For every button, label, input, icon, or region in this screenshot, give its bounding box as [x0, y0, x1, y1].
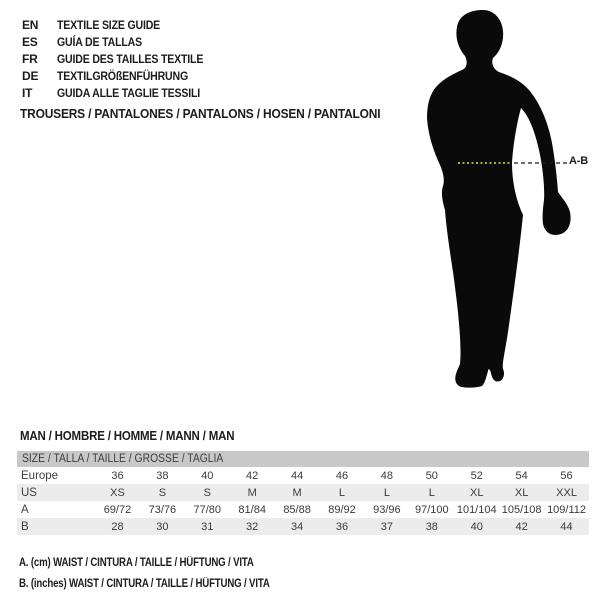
- row-label: Europe: [21, 469, 59, 482]
- size-cell: 28: [111, 520, 124, 533]
- size-cell: XL: [514, 486, 529, 499]
- language-label: GUIDE DES TAILLES TEXTILE: [57, 51, 204, 66]
- language-code: EN: [22, 17, 39, 32]
- table-row-b-inches: [17, 518, 589, 535]
- size-cell: 69/72: [103, 503, 132, 516]
- size-cell: 50: [425, 469, 438, 482]
- row-label: US: [21, 486, 37, 499]
- size-cell: 36: [335, 520, 349, 533]
- size-cell: L: [383, 486, 390, 499]
- size-cell: XL: [469, 486, 484, 499]
- size-cell: 37: [380, 520, 394, 533]
- size-cell: 32: [246, 520, 259, 533]
- size-cell: 46: [335, 469, 349, 482]
- size-cell: 40: [201, 469, 214, 482]
- language-label: TEXTILE SIZE GUIDE: [57, 17, 161, 32]
- size-cell: 89/92: [328, 503, 356, 516]
- size-cell: L: [338, 486, 346, 499]
- table-row-europe: [17, 467, 589, 484]
- size-cell: 77/80: [193, 503, 222, 516]
- size-cell: 40: [470, 520, 483, 533]
- size-cell: 48: [380, 469, 394, 482]
- category-title: TROUSERS / PANTALONES / PANTALONS / HOSEN / PANTALONI: [20, 106, 381, 121]
- table-row-a-cm: [17, 501, 589, 518]
- size-cell: S: [203, 486, 211, 499]
- size-cell: 52: [470, 469, 483, 482]
- language-label: GUÍA DE TALLAS: [57, 34, 142, 49]
- size-cell: 85/88: [283, 503, 311, 516]
- size-cell: 93/96: [373, 503, 401, 516]
- size-cell: M: [247, 486, 257, 499]
- waist-measure-label: A-B: [569, 155, 588, 167]
- language-code: DE: [22, 68, 39, 83]
- row-label: A: [21, 503, 29, 516]
- size-cell: L: [428, 486, 435, 499]
- size-cell: 101/104: [456, 503, 497, 516]
- size-cell: 42: [515, 520, 528, 533]
- size-cell: 30: [156, 520, 169, 533]
- table-header-label: SIZE / TALLA / TAILLE / GRÖSSE / TAGLIA: [22, 453, 224, 465]
- size-cell: 73/76: [148, 503, 177, 516]
- size-cell: S: [158, 486, 167, 499]
- language-label: TEXTILGRÖßENFÜHRUNG: [57, 68, 189, 83]
- size-cell: 31: [201, 520, 214, 533]
- language-code: IT: [22, 85, 33, 100]
- size-cell: 54: [515, 469, 528, 482]
- language-code: FR: [22, 51, 38, 66]
- man-silhouette: [427, 10, 571, 388]
- size-table: [17, 451, 589, 535]
- size-cell: 44: [560, 520, 573, 533]
- size-cell: 97/100: [414, 503, 449, 516]
- footnote-b: B. (inches) WAIST / CINTURA / TAILLE / HÜFTUNG / VITA: [19, 578, 270, 590]
- size-cell: 38: [425, 520, 438, 533]
- size-cell: 81/84: [238, 503, 266, 516]
- size-cell: XS: [110, 486, 125, 499]
- size-cell: 56: [560, 469, 573, 482]
- language-code: ES: [22, 34, 38, 49]
- size-cell: M: [292, 486, 302, 499]
- footnotes: [19, 553, 317, 595]
- table-header-row: [17, 451, 589, 467]
- size-cell: 36: [111, 469, 124, 482]
- size-cell: 38: [156, 469, 169, 482]
- size-cell: 42: [246, 469, 259, 482]
- size-cell: 105/108: [501, 503, 542, 516]
- size-cell: 109/112: [547, 503, 587, 516]
- row-label: B: [21, 520, 29, 533]
- language-label: GUIDA ALLE TAGLIE TESSILI: [57, 85, 201, 100]
- table-row-us: [17, 484, 589, 501]
- section-title-man: MAN / HOMBRE / HOMME / MANN / MAN: [20, 429, 235, 443]
- size-cell: XXL: [556, 486, 577, 499]
- size-cell: 34: [290, 520, 304, 533]
- footnote-a: A. (cm) WAIST / CINTURA / TAILLE / HÜFTUNG / VITA: [19, 557, 254, 569]
- size-cell: 44: [290, 469, 304, 482]
